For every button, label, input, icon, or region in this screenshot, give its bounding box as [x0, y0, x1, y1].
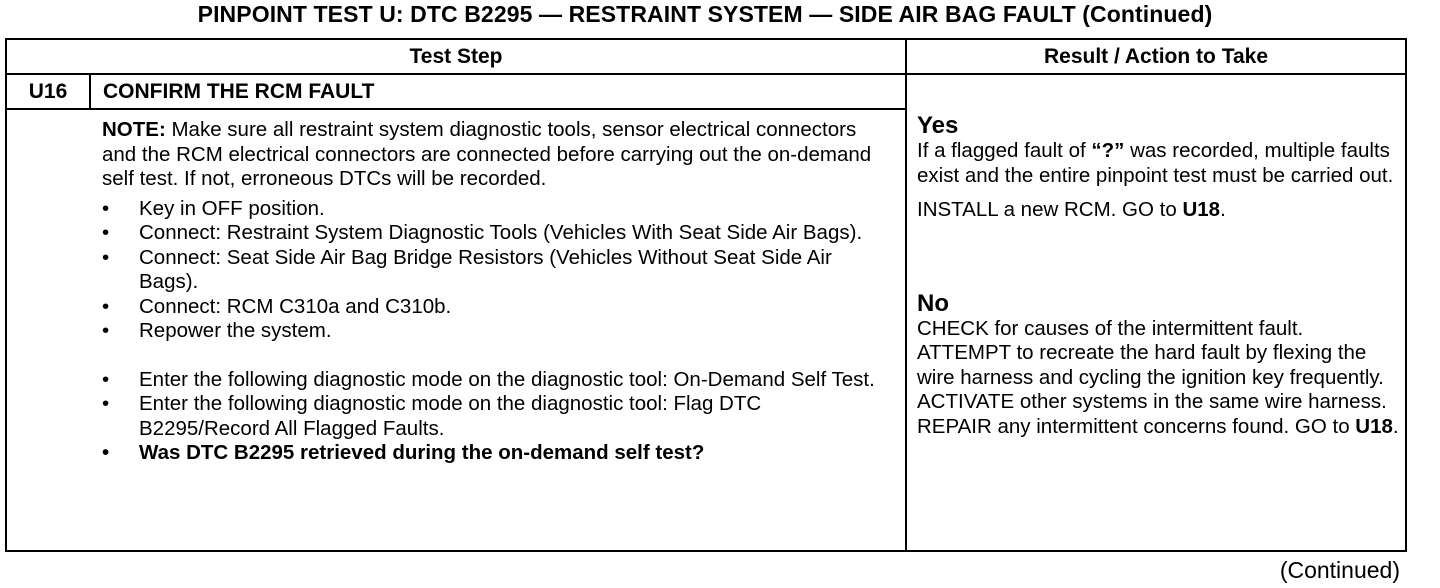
step-id: U16	[6, 74, 90, 109]
no-label: No	[917, 289, 949, 317]
step-body	[6, 109, 906, 551]
table-header-row	[6, 39, 1406, 74]
list-item: • Key in OFF position.	[102, 196, 325, 220]
list-item: • Enter the following diagnostic mode on the diagnostic tool: Flag DTC B2295/Record All Flagged Faults.	[102, 392, 762, 440]
yes-action: INSTALL a new RCM. GO to U18.	[917, 198, 1226, 221]
list-item: • Connect: Seat Side Air Bag Bridge Resistors (Vehicles Without Seat Side Air Bags).	[102, 245, 832, 293]
note-paragraph: NOTE: Make sure all restraint system diagnostic tools, sensor electrical connectors and the RCM electrical connectors are connected before carrying out the on-demand self test. If not, erroneous DTCs will be recorded.	[102, 118, 872, 190]
step-title: CONFIRM THE RCM FAULT	[90, 74, 906, 109]
list-item: • Was DTC B2295 retrieved during the on-demand self test?	[102, 441, 705, 464]
yes-label: Yes	[917, 112, 959, 139]
page-title: PINPOINT TEST U: DTC B2295 — RESTRAINT SYSTEM — SIDE AIR BAG FAULT (Continued)	[197, 1, 1213, 27]
step-bullet-list	[7, 197, 905, 466]
header-test-step: Test Step	[6, 39, 906, 74]
step-title-row	[6, 74, 1406, 109]
list-item: • Connect: Restraint System Diagnostic Tools (Vehicles With Seat Side Air Bags).	[102, 221, 863, 244]
list-item: • Enter the following diagnostic mode on the diagnostic tool: On-Demand Self Test.	[102, 367, 875, 391]
list-item: • Connect: RCM C310a and C310b.	[102, 294, 452, 318]
no-text: CHECK for causes of the intermittent fault. ATTEMPT to recreate the hard fault by flexing the wire harness and cycling the ignition key frequently. ACTIVATE other systems in the same wire harness. REPAIR any intermittent concerns found. GO to U18.	[917, 316, 1399, 438]
pinpoint-test-table	[5, 38, 1407, 552]
result-cell	[906, 74, 1406, 551]
yes-text: If a flagged fault of “?” was recorded, multiple faults exist and the entire pinpoint test must be carried out.	[917, 139, 1394, 187]
list-item: • Repower the system.	[102, 319, 332, 342]
header-result: Result / Action to Take	[906, 39, 1406, 74]
continued-label: (Continued)	[1279, 557, 1400, 583]
